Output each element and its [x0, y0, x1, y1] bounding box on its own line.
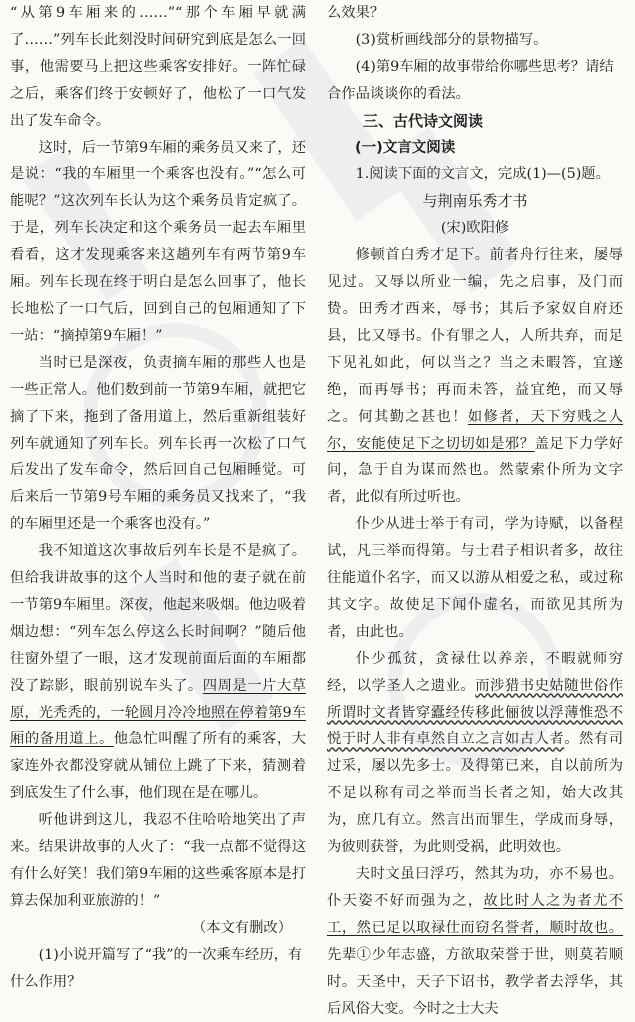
story-paragraph-4-part-a: 我不知道这次事故后列车长是不是疯了。但给我讲故事的这个人当时和他的妻子就在前一节第9车厢里。深夜，他起来吸烟。他边吸着烟边想：“列车怎么停这么长时间啊？”随后他往窗外望了一眼，这才发现前面后面的车厢都没了踪影，眼前别说车头了。: [10, 543, 306, 694]
left-column: [10, 0, 306, 996]
essay-paragraph-1-part-a: 修顿首白秀才足下。前者舟行往来，屡辱见过。又辱以所业一编，先之启事，及门而贽。田秀才西来，辱书；其后予家奴自府还县，比又辱书。仆有罪之人，人所共弃，而足下见礼如此，何以当之？当之未暇答，宜遂绝，而再辱书；再而未答，益宜绝，而又辱之。何其勤之甚也！: [327, 247, 623, 425]
section-title: 三、古代诗文阅读: [363, 111, 484, 130]
wavy-underlined-passage: 而涉猎书史姑随世俗作所谓时文者皆穿蠹经传移此俪彼以浮薄惟恐不悦于时人非有卓然自立之言如古人者: [327, 677, 623, 748]
source-credit: （本文有删改）: [191, 919, 292, 936]
essay-paragraph-3: [327, 646, 623, 861]
essay-title: 与荆南乐秀才书: [422, 192, 528, 211]
essay-paragraph-1: [327, 242, 623, 511]
question-2-tail: 么效果？: [327, 5, 385, 21]
underlined-scenery-sentence: 四周是一片大草原，光秃秃的，一轮圆月冷冷地照在停着第9车厢的备用道上。: [10, 677, 307, 748]
question-4: (4)第9车厢的故事带给你哪些思考？请结合作品谈谈你的看法。: [327, 58, 614, 102]
underlined-sentence-1: 如修者，天下穷贱之人尔，安能使足下之切切如是邪？: [327, 408, 624, 452]
essay-paragraph-3-part-b: 。然有司过采，屡以先多士。及得第已来，自以前所为不足以称有司之举而当长者之知，始大改其为，庶几有立。然言出而罪生，学成而身辱，为彼则获誉，为此则受祸，此明效也。: [327, 731, 624, 856]
story-paragraph-4-part-b: 他急忙叫醒了所有的乘客，大家连外衣都没穿就从铺位上跳了下来，猜测着到底发生了什么事，他们现在是在哪儿。: [10, 731, 307, 802]
story-paragraph-3: 当时已是深夜，负责摘车厢的那些人也是一些正常人。他们数到前一节第9车厢，就把它摘了下来，拖到了备用道上，然后重新组装好列车就通知了列车长。列车长再一次松了口气后发出了发车命令，然后回自己包厢睡觉。可后来后一节第9号车厢的乘务员又找来了，“我的车厢里还是一个乘客也没有。”: [10, 354, 306, 533]
essay-author: (宋)欧阳修: [440, 220, 510, 237]
story-paragraph-2: 这时，后一节第9车厢的乘务员又来了，还是说：“我的车厢里一个乘客也没有。”“怎么可能呢？”这次列车长认为这个乘务员肯定疯了。于是，列车长决定和这个乘务员一起去车厢里看看，这才发现乘客来这趟列车有两节第9车厢。列车长现在终于明白是怎么回事了，他长长地松了一口气后，回到自己的包厢通知了下一站：“摘掉第9车厢！”: [10, 139, 306, 344]
essay-paragraph-3-part-a: 仆少孤贫，贪禄仕以养亲，不暇就师穷经，以学圣人之遗业。: [327, 650, 623, 694]
essay-paragraph-4-part-a: 夫时文虽曰浮巧，然其为功，亦不易也。仆天姿不好而强为之，: [327, 866, 623, 909]
essay-paragraph-2: 仆少从进士举于有司，学为诗赋，以备程试，凡三举而得第。与士君子相识者多，故往往能道仆名字，而又以游从相爱之私，或过称其文字。故使足下闻仆虚名，而欲见其所为者，由此也。: [327, 516, 623, 640]
story-paragraph-1: “从第9车厢来的……”“那个车厢早就满了……”列车长此刻没时间研究到底是怎么一回事，他需要马上把这些乘客安排好。一阵忙碌之后，乘客们终于安顿好了，他松了一口气发出了发车命令。: [10, 5, 306, 129]
question-1: (1)小说开篇写了“我”的一次乘车经历，有什么作用？: [10, 946, 303, 990]
question-3: (3)赏析画线部分的景物描写。: [355, 31, 548, 48]
essay-paragraph-4-part-b: 先辈①少年志盛，方欲取荣誉于世，则莫若顺时。天圣中，天子下诏书，教学者去浮华，其后风俗大变。今时之士大夫: [327, 946, 623, 1017]
right-column: [327, 0, 623, 1022]
sub-section-title: (一)文言文阅读: [355, 139, 456, 156]
story-paragraph-4: [10, 538, 306, 807]
reading-instruction: 1.阅读下面的文言文，完成(1)—(5)题。: [355, 166, 610, 183]
story-paragraph-5: 听他讲到这儿，我忍不住哈哈地笑出了声来。结果讲故事的人火了：“我一点都不觉得这有什么好笑！我们第9车厢的这些乘客原本是打算去保加利亚旅游的！”: [10, 812, 306, 909]
essay-paragraph-1-part-b: 盖足下力学好问，急于自为谋而然也。然蒙索仆所为文字者，此似有所过听也。: [327, 435, 624, 506]
essay-paragraph-4: [327, 861, 623, 1022]
underlined-sentence-2: 故比时人之为者尤不工，然已足以取禄仕而窃名誉者，顺时故也。: [327, 892, 624, 936]
